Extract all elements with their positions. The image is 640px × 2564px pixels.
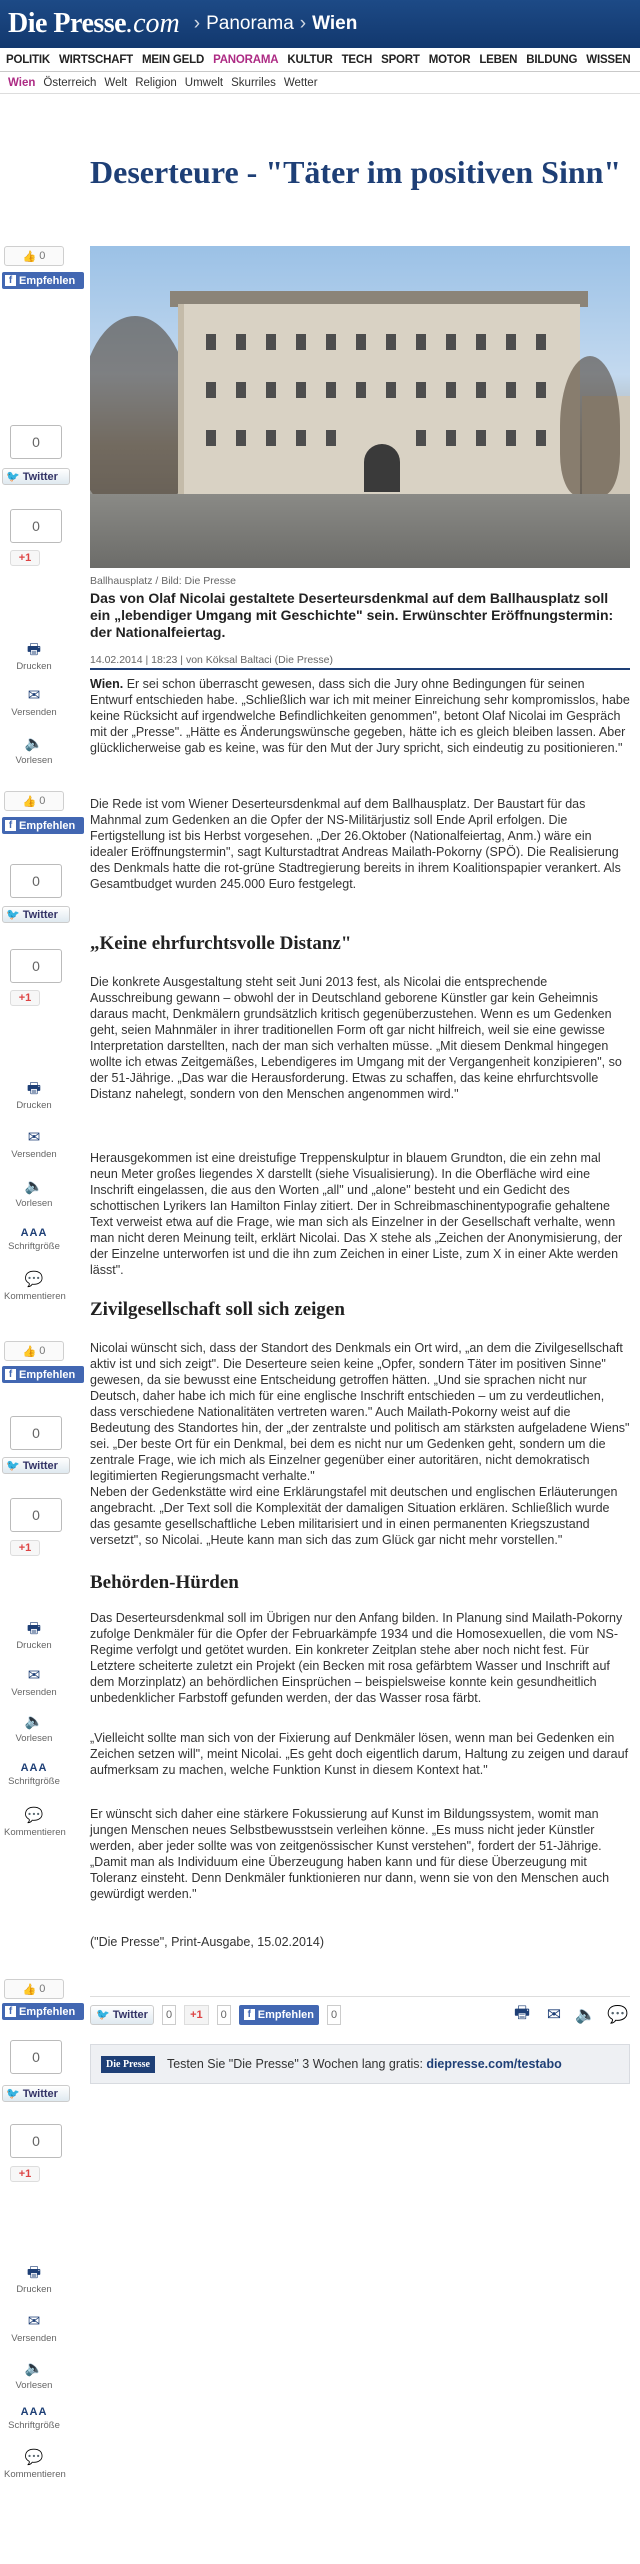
facebook-label: Empfehlen	[19, 274, 76, 287]
bottom-printer-icon[interactable]: 🖶	[513, 2003, 531, 2022]
bottom-facebook-count: 0	[327, 2005, 341, 2025]
speaker-icon: 🔈	[24, 2360, 44, 2377]
nav-tech[interactable]: TECH	[341, 53, 373, 66]
subnav-religion[interactable]: Religion	[135, 76, 177, 89]
bottom-twitter-button[interactable]: 🐦 Twitter	[90, 2005, 154, 2025]
send-button[interactable]: ✉ Versenden	[4, 2314, 64, 2344]
paragraph-1	[90, 676, 630, 756]
dateline: Wien.	[90, 677, 124, 691]
promo-logo: Die Presse	[101, 2056, 155, 2073]
font-size-button[interactable]: AAA Schriftgröße	[4, 2406, 64, 2431]
sub-navigation	[0, 72, 640, 94]
facebook-recommend-button[interactable]: f Empfehlen	[2, 1366, 84, 1383]
nav-bildung[interactable]: BILDUNG	[526, 53, 578, 66]
thumbs-up-icon: 👍	[22, 250, 37, 263]
tree-shape	[90, 316, 190, 506]
paragraph-7: Das Deserteursdenkmal soll im Übrigen nur den Anfang bilden. In Planung sind Mailath-Pokorny zufolge Denkmäler für die Opfer der Februarkämpfe 1934 und die Homosexuellen, die vom NS-Regime verfolgt und getötet wurden. Ein konkreter Zeitplan stehe aber noch nicht fest. Für Letztere scheiterte zuletzt ein Projekt (ein Becken mit rosa gefärbtem Wasser und Inschrift auf dem Morzinplatz) an behördlichen Einsprüchen – beispielsweise konnte kein gesundheitlich unbedenklicher Farbstoff gefunden werden, der das Wasser rosa färbt.	[90, 1611, 623, 1705]
read-aloud-button[interactable]: 🔈 Vorlesen	[4, 736, 64, 766]
twitter-button[interactable]: 🐦 Twitter	[2, 906, 70, 923]
speaker-icon: 🔈	[24, 1713, 44, 1730]
subnav-skurriles[interactable]: Skurriles	[231, 76, 276, 89]
gplus-count: 0	[10, 949, 62, 983]
comment-bubble-icon: 💬	[24, 1271, 44, 1288]
article-headline: Deserteure - "Täter im positiven Sinn"	[90, 154, 622, 190]
envelope-icon: ✉	[27, 687, 41, 704]
nav-sport[interactable]: SPORT	[381, 53, 420, 66]
breadcrumb-panorama[interactable]: Panorama	[206, 13, 294, 34]
nav-leben[interactable]: LEBEN	[479, 53, 518, 66]
printer-icon: 🖶	[26, 2264, 42, 2281]
comment-bubble-icon: 💬	[24, 1807, 44, 1824]
facebook-icon: f	[244, 2009, 255, 2020]
twitter-bird-icon: 🐦	[6, 1460, 20, 1472]
gplus-button[interactable]: +1	[10, 2166, 40, 2182]
divider	[90, 668, 630, 670]
promo-text: Testen Sie "Die Presse" 3 Wochen lang gratis:	[166, 2057, 423, 2071]
printer-icon: 🖶	[26, 1080, 42, 1097]
nav-wissen[interactable]: WISSEN	[586, 53, 631, 66]
breadcrumb-wien[interactable]: Wien	[312, 13, 358, 34]
promo-link[interactable]: diepresse.com/testabo	[426, 2057, 562, 2071]
article-lead: Das von Olaf Nicolai gestaltete Deserteursdenkmal auf dem Ballhausplatz soll ein „lebendiger Umgang mit Geschichte" sein. Erwünschter Eröffnungstermin: der Nationalfeiertag.	[90, 590, 614, 640]
nav-motor[interactable]: MOTOR	[428, 53, 471, 66]
speaker-icon: 🔈	[24, 1178, 44, 1195]
subheading-3: Behörden-Hürden	[90, 1572, 239, 1593]
nav-wirtschaft[interactable]: WIRTSCHAFT	[58, 53, 133, 66]
twitter-bird-icon: 🐦	[6, 2088, 20, 2100]
facebook-recommend-button[interactable]: f Empfehlen	[2, 817, 84, 834]
print-button[interactable]: 🖶 Drucken	[4, 1621, 64, 1651]
printer-icon: 🖶	[26, 1620, 42, 1637]
twitter-button[interactable]	[2, 468, 70, 485]
tweet-count: 0	[10, 425, 62, 459]
breadcrumb-separator-icon: ›	[193, 13, 201, 34]
font-size-icon: AAA	[20, 2406, 48, 2418]
bottom-gplus-count: 0	[217, 2005, 231, 2025]
paragraph-3: Die konkrete Ausgestaltung steht seit Juni 2013 fest, als Nicolai die entsprechende Ausschreibung gewann – obwohl der in Deutschland geborene Künstler gar kein Geheimnis daraus macht, Denkmälern grundsätzlich kritisch gegenüberzustehen. Wenn es um Gedenken geht, seien Mahnmäler in ihrer traditionellen Form oft gar nicht hilfreich, weil sie eine gewisse Interpretation darstellten, nach der man sich verhalten müsse. „Mit diesem Denkmal hingegen wollte ich etwas Zeitgemäßes, Lebendigeres im Umgang mit der Vergangenheit konzipieren", so der 51-Jährige. „Das war die Herausforderung. Etwas zu schaffen, das keine ehrfurchtsvolle Distanz nahelegt, sondern von den Menschen angenommen wird."	[90, 975, 622, 1101]
gplus-button[interactable]: +1	[10, 990, 40, 1006]
subheading-2: Zivilgesellschaft soll sich zeigen	[90, 1299, 345, 1320]
paragraph-4: Herausgekommen ist eine dreistufige Treppenskulptur in blauem Grundton, die ein zehn mal neun Meter großes liegendes X darstellt (siehe Visualisierung). In die Oberfläche wird eine Inschrift eingelassen, die aus den Worten „all" und „alone" besteht und ein Gedicht des schottischen Lyrikers Ian Hamilton Finlay zitiert. Der in Schreibmaschinentypografie gehaltene Text verweist etwa auf die Frage, wie man sich als Einzelner in der Gesellschaft verhalte, wenn man nicht deren Meinung teilt, erklärt Nicolai. Das X stehe als „Zeichen der Anonymisierung, der der Einzelne unterworfen ist und die ihn zum Zeichen in einer Liste, zum X in einer Akte werden lässt".	[90, 1151, 623, 1277]
subnav-oesterreich[interactable]: Österreich	[43, 76, 97, 89]
bottom-gplus-button[interactable]: +1	[184, 2005, 209, 2025]
gplus-button[interactable]: +1	[10, 550, 40, 566]
nav-mein-geld[interactable]: MEIN GELD	[141, 53, 205, 66]
font-size-button[interactable]: AAA Schriftgröße	[4, 1762, 64, 1787]
font-size-icon: AAA	[20, 1762, 48, 1774]
subheading-1: „Keine ehrfurchtsvolle Distanz"	[90, 933, 352, 954]
logo-suffix: .com	[126, 8, 180, 39]
gplus-count: 0	[10, 509, 62, 543]
breadcrumb	[194, 13, 358, 35]
read-aloud-button[interactable]: 🔈 Vorlesen	[4, 1714, 64, 1744]
ground-shape	[90, 494, 630, 568]
facebook-icon: f	[5, 1369, 16, 1380]
article	[90, 94, 630, 1949]
paragraph-5: Nicolai wünscht sich, dass der Standort des Denkmals ein Ort wird, „an dem die Zivilgesellschaft aktiv ist und sich zeigt". Die Deserteure seien keine „Opfer, sondern Täter im positiven Sinne" gewesen, da sie bewusst eine Entscheidung getroffen hätten. „Und sie sprachen nicht nur Deutsch, daher habe ich mich für eine englische Inschrift entschieden – um zu verdeutlichen, dass verschiedene Nationalitäten vertreten waren." Auch Mailath-Pokorny weist auf die Bedeutung des Standortes hin, der „der zentralste und politisch am stärksten aufgeladene Wiens" sei. „Der beste Ort für ein Denkmal, bei dem es nicht nur um Gedenken geht, sondern um die zentrale Frage, wie ich mich als Einzelner gegenüber einer autoritären, nicht demokratisch legitimierten Regierungsmacht verhalte."	[90, 1341, 630, 1483]
envelope-icon: ✉	[27, 2313, 41, 2330]
thumbs-up-icon: 👍	[22, 1345, 37, 1358]
paragraph-6: Neben der Gedenkstätte wird eine Erklärungstafel mit deutschen und englischen Erläuterungen angebracht. „Der Text soll die Komplexität der damaligen Situation erklären. Schließlich wurde das gesamte gesellschaftliche Leben militarisiert und in einen permanenten Kriegszustand versetzt", so Nicolai. „Heute kann man sich das zum Glück gar nicht mehr vorstellen."	[90, 1485, 618, 1547]
building-shape	[178, 304, 580, 494]
paragraph-8: „Vielleicht sollte man sich von der Fixierung auf Denkmäler lösen, wenn man bei Gedenken ein Zeichen setzen will", meint Nicolai. „Es geht doch eigentlich darum, Haltung zu zeigen und darauf aufmerksam zu machen, welche Funktion Kunst in diesem Kontext hat."	[90, 1731, 629, 1777]
font-size-button[interactable]: AAA Schriftgröße	[4, 1227, 64, 1252]
like-button[interactable]: 👍 0	[4, 1341, 64, 1361]
bottom-speaker-icon[interactable]: 🔈	[575, 2004, 597, 2024]
gplus-button[interactable]: +1	[10, 1540, 40, 1556]
photo-caption: Ballhausplatz / Bild: Die Presse	[90, 575, 236, 587]
like-button[interactable]: 👍 0	[4, 1979, 64, 1999]
twitter-label: Twitter	[22, 470, 58, 483]
twitter-button[interactable]: 🐦 Twitter	[2, 2085, 70, 2102]
print-button[interactable]: 🖶 Drucken	[4, 642, 64, 672]
facebook-recommend-button[interactable]	[2, 272, 84, 289]
twitter-button[interactable]: 🐦 Twitter	[2, 1457, 70, 1474]
comment-button[interactable]: 💬 Kommentieren	[4, 1807, 66, 1838]
paragraph-9: Er wünscht sich daher eine stärkere Fokussierung auf Kunst im Bildungssystem, womit man jungen Menschen neues Selbstbewusstsein verleihen könne. „Es muss nicht jeder Künstler werden, aber jeder sollte was von zeitgenössischer Kunst verstehen", fordert der 51-Jährige. „Damit man als Individuum eine Überzeugung haben kann und für diese Überzeugung mit Toleranz einsteht. Denn Denkmäler funktionieren nur dann, wenn sie von den Menschen auch gewürdigt werden."	[90, 1807, 610, 1901]
facebook-icon: f	[5, 820, 16, 831]
facebook-icon: f	[5, 275, 16, 286]
paragraph-2: Die Rede ist vom Wiener Deserteursdenkmal auf dem Ballhausplatz. Der Baustart für das Mahnmal zum Gedenken an die Opfer der NS-Militärjustiz soll Ende April erfolgen. Die Fertigstellung ist bis Herbst vorgesehen. „Der 26.Oktober (Nationalfeiertag, Anm.) wäre ein idealer Eröffnungstermin", sagt Kulturstadtrat Andreas Mailath-Pokorny (SPÖ). Die Realisierung des Denkmals hatte die rot-grüne Stadtregierung bereits in ihrem Koalitionspapier verankert. Als Gesamtbudget wurden 245.000 Euro festgelegt.	[90, 797, 621, 891]
comment-bubble-icon: 💬	[24, 2449, 44, 2466]
subnav-wetter[interactable]: Wetter	[283, 76, 318, 89]
tweet-count: 0	[10, 1416, 62, 1450]
twitter-bird-icon: 🐦	[6, 909, 20, 921]
bottom-twitter-count: 0	[162, 2005, 176, 2025]
twitter-bird-icon: 🐦	[6, 471, 20, 483]
speaker-icon: 🔈	[24, 735, 44, 752]
tweet-count: 0	[10, 864, 62, 898]
page-body	[0, 94, 640, 2564]
comment-button[interactable]: 💬 Kommentieren	[4, 2449, 66, 2480]
send-button[interactable]: ✉ Versenden	[4, 1130, 64, 1160]
facebook-recommend-button[interactable]: f Empfehlen	[2, 2003, 84, 2020]
like-count: 0	[39, 250, 46, 262]
nav-politik[interactable]: POLITIK	[6, 53, 50, 66]
tree-shape	[560, 356, 620, 496]
article-photo[interactable]	[90, 246, 630, 568]
paragraph-1-text: Er sei schon überrascht gewesen, dass sich die Jury ohne Bedingungen für seinen Entwurf entschieden habe. „Schließlich war ich mit meiner Einreichung sehr kompromisslos, habe keine Rücksicht auf irgendwelche Befindlichkeiten genommen", betont Olaf Nicolai im Gespräch mit der „Presse". „Hätte es Änderungswünsche gegeben, hätte ich es gleich bleiben lassen. Aber glücklicherweise gab es keine, was für den Mut der Jury spricht, sich eindeutig zu positionieren."	[90, 677, 630, 755]
printer-icon: 🖶	[26, 641, 42, 658]
subnav-umwelt[interactable]: Umwelt	[184, 76, 224, 89]
breadcrumb-separator-icon: ›	[299, 13, 307, 34]
gplus-count: 0	[10, 2124, 62, 2158]
logo-main: Die Presse	[8, 8, 127, 39]
like-button[interactable]: 👍 0	[4, 791, 64, 811]
thumbs-up-icon: 👍	[22, 795, 37, 808]
gplus-count: 0	[10, 1498, 62, 1532]
tweet-count: 0	[10, 2040, 62, 2074]
twitter-bird-icon: 🐦	[96, 2009, 110, 2021]
main-navigation	[0, 48, 640, 72]
read-aloud-button[interactable]: 🔈 Vorlesen	[4, 1179, 64, 1209]
nav-panorama[interactable]: PANORAMA	[213, 53, 279, 66]
article-byline: 14.02.2014 | 18:23 | von Köksal Baltaci (Die Presse)	[90, 654, 334, 666]
facebook-icon: f	[5, 2006, 16, 2017]
bottom-comment-icon[interactable]: 💬	[607, 2004, 629, 2024]
read-aloud-button[interactable]: 🔈 Vorlesen	[4, 2361, 64, 2391]
subnav-welt[interactable]: Welt	[104, 76, 128, 89]
top-bar	[0, 0, 640, 48]
site-logo[interactable]	[8, 8, 180, 40]
comment-button[interactable]: 💬 Kommentieren	[4, 1271, 66, 1302]
print-button[interactable]: 🖶 Drucken	[4, 1081, 64, 1111]
send-button[interactable]: ✉ Versenden	[4, 1668, 64, 1698]
subnav-wien[interactable]: Wien	[8, 76, 36, 89]
envelope-icon: ✉	[27, 1667, 41, 1684]
thumbs-up-icon: 👍	[22, 1983, 37, 1996]
envelope-icon: ✉	[27, 1129, 41, 1146]
font-size-icon: AAA	[20, 1227, 48, 1239]
bottom-envelope-icon[interactable]: ✉	[546, 2004, 562, 2024]
print-edition-note: ("Die Presse", Print-Ausgabe, 15.02.2014)	[90, 1935, 324, 1949]
print-button[interactable]: 🖶 Drucken	[4, 2265, 64, 2295]
bottom-facebook-button[interactable]: f Empfehlen	[239, 2005, 319, 2025]
nav-kultur[interactable]: KULTUR	[287, 53, 333, 66]
subscription-promo[interactable]	[90, 2044, 630, 2084]
bottom-share-bar	[90, 1996, 630, 2032]
send-button[interactable]: ✉ Versenden	[4, 688, 64, 718]
like-button[interactable]	[4, 246, 64, 266]
